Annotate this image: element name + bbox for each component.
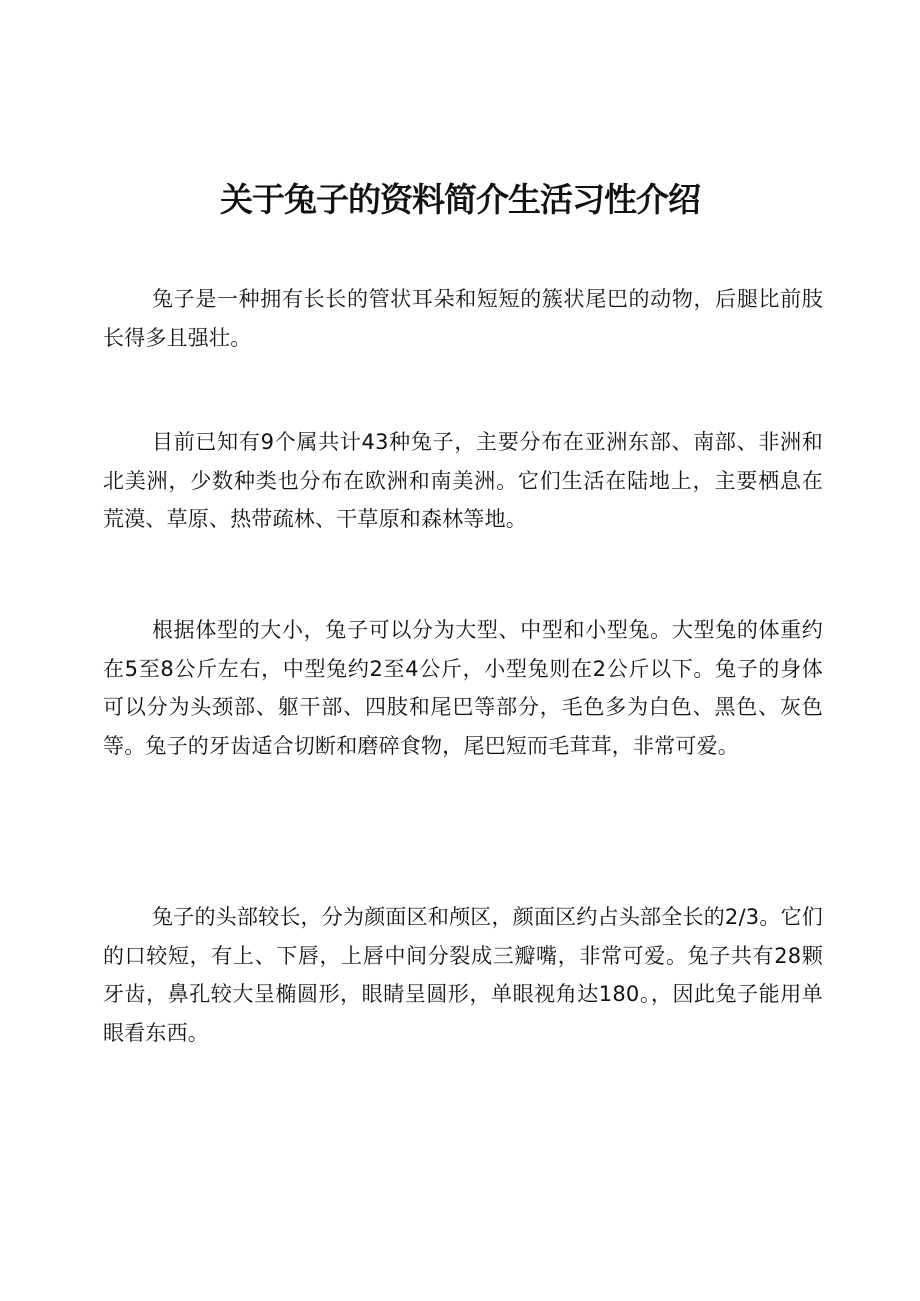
- document-title: 关于兔子的资料简介生活习性介绍: [220, 180, 700, 219]
- paragraph-head-features: 兔子的头部较长，分为颜面区和颅区，颜面区约占头部全长的2/3。它们的口较短，有上、下唇，上唇中间分裂成三瓣嘴，非常可爱。兔子共有28颗牙齿，鼻孔较大呈椭圆形，眼睛呈圆形，单眼视角达180。，因此兔子能用单眼看东西。: [103, 905, 823, 1045]
- paragraph-body-size: 根据体型的大小，兔子可以分为大型、中型和小型兔。大型兔的体重约在5至8公斤左右，中型兔约2至4公斤，小型兔则在2公斤以下。兔子的身体可以分为头颈部、躯干部、四肢和尾巴等部分，毛色多为白色、黑色、灰色等。兔子的牙齿适合切断和磨碎食物，尾巴短而毛茸茸，非常可爱。: [103, 618, 823, 758]
- paragraph-distribution: 目前已知有9个属共计43种兔子，主要分布在亚洲东部、南部、非洲和北美洲，少数种类也分布在欧洲和南美洲。它们生活在陆地上，主要栖息在荒漠、草原、热带疏林、干草原和森林等地。: [103, 430, 823, 531]
- paragraph-intro: 兔子是一种拥有长长的管状耳朵和短短的簇状尾巴的动物，后腿比前肢长得多且强壮。: [103, 287, 823, 350]
